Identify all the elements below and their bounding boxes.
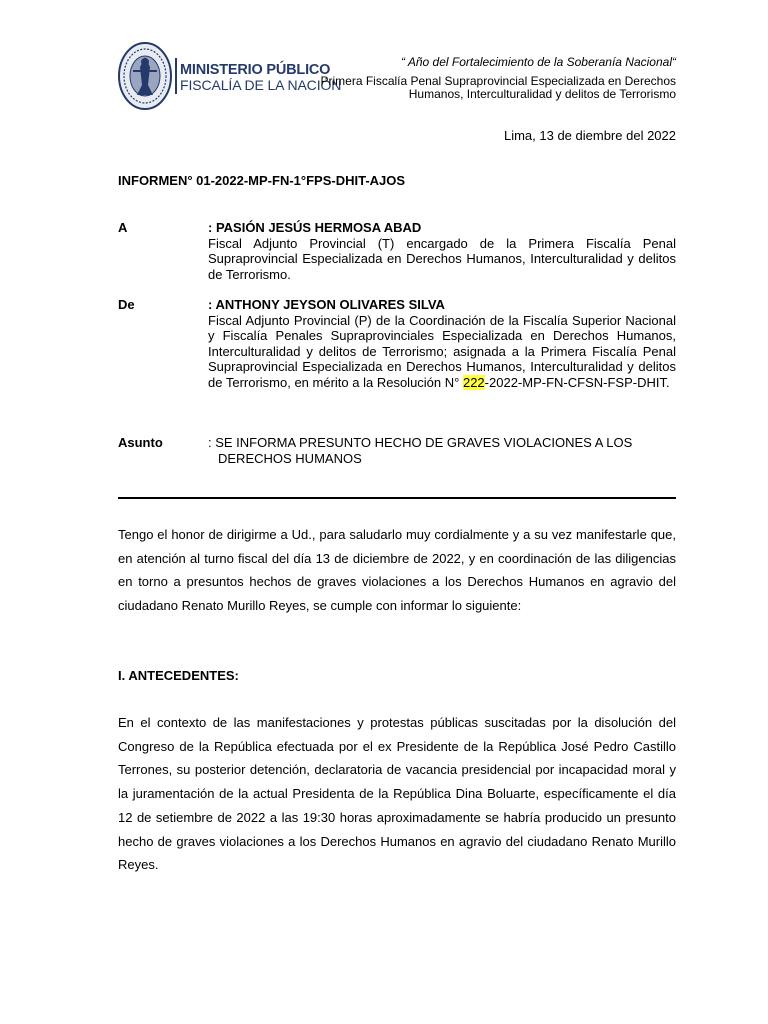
to-name: : PASIÓN JESÚS HERMOSA ABAD <box>208 220 422 235</box>
intro-paragraph: Tengo el honor de dirigirme a Ud., para saludarlo muy cordialmente y a su vez manifestarle que, en atención al turno fiscal del día 13 de diciembre de 2022, y en coordinación de las diligencias en torno a presuntos hechos de graves violaciones a los Derechos Humanos en agravio del ciudadano Renato Murillo Reyes, se cumple con informar lo siguiente: <box>118 527 676 614</box>
subject-line-1: : SE INFORMA PRESUNTO HECHO DE GRAVES VIOLACIONES A LOS <box>208 435 633 450</box>
resolution-number-highlight: 222 <box>462 374 485 390</box>
from-description: Fiscal Adjunto Provincial (P) de la Coordinación de la Fiscalía Superior Nacional y Fiscalía Penales Supraprovinciales Especializada en Derechos Humanos, Interculturalidad y delitos de Terrorismo; asignada a la Primera Fiscalía Penal Supraprovincial Especializada en Derechos Humanos, Interculturalidad y delitos de Terrorismo, en mérito a la Resolución N° <box>208 312 676 390</box>
org-title: MINISTERIO PÚBLICO <box>180 62 331 78</box>
ministerio-publico-logo <box>117 41 342 113</box>
org-subtitle: FISCALÍA DE LA NACIÓN <box>180 77 342 93</box>
to-label: A <box>118 220 128 235</box>
ministerio-publico-seal-icon <box>117 41 173 111</box>
to-block <box>208 220 676 282</box>
date-line: Lima, 13 de diembre del 2022 <box>503 128 676 143</box>
subject-block <box>208 435 676 467</box>
from-block <box>208 297 676 390</box>
from-label: De <box>118 297 135 312</box>
from-name: : ANTHONY JEYSON OLIVARES SILVA <box>208 297 445 312</box>
section-i-title: I. ANTECEDENTES: <box>118 668 239 683</box>
subject-line-2: DERECHOS HUMANOS <box>218 451 362 466</box>
subject-label: Asunto <box>118 435 163 450</box>
resolution-number-rest: -2022-MP-FN-CFSN-FSP-DHIT. <box>484 374 670 390</box>
horizontal-rule <box>118 497 676 499</box>
to-description: Fiscal Adjunto Provincial (T) encargado de la Primera Fiscalía Penal Supraprovincial Especializada en Derechos Humanos, Interculturalidad y delitos de Terrorismo. <box>208 235 676 282</box>
logo-divider <box>175 58 177 94</box>
fiscalia-name-line-2: Humanos, Interculturalidad y delitos de Terrorismo <box>408 87 676 101</box>
year-motto: “ Año del Fortalecimiento de la Soberanía Nacional“ <box>400 55 676 69</box>
section-i-paragraph: En el contexto de las manifestaciones y protestas públicas suscitadas por la disolución del Congreso de la República efectuada por el ex Presidente de la República José Pedro Castillo Terrones, su posterior detención, declaratoria de vacancia presidencial por incapacidad moral y la juramentación de la actual Presidenta de la República Dina Boluarte, específicamente el día 12 de setiembre de 2022 a las 19:30 horas aproximadamente se habría producido un presunto hecho de graves violaciones a los Derechos Humanos en agravio del ciudadano Renato Murillo Reyes. <box>118 715 676 873</box>
report-number: INFORMEN° 01-2022-MP-FN-1°FPS-DHIT-AJOS <box>118 173 406 188</box>
fiscalia-name-line-1: Primera Fiscalía Penal Supraprovincial Especializada en Derechos <box>320 74 676 88</box>
